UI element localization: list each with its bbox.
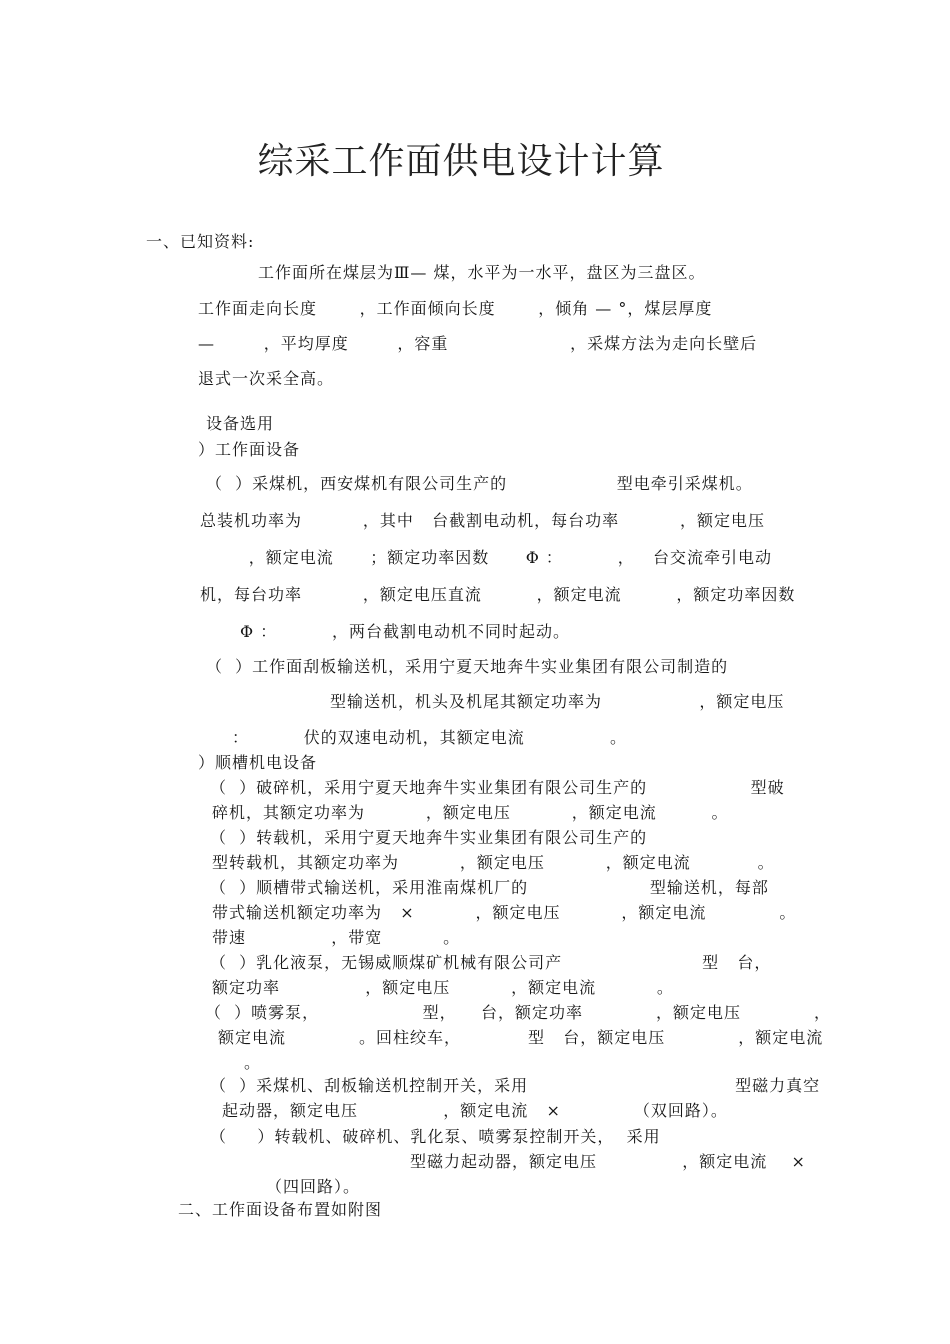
subheading-face-equipment: ）工作面设备 [198,440,301,459]
section-heading-layout: 二、工作面设备布置如附图 [178,1200,383,1219]
subheading-equipment-selection: 设备选用 [206,414,275,433]
paragraph-line: 总装机功率为 ，其中 台截割电动机，每台功率 ，额定电压 [200,511,765,530]
paragraph-line: — ，平均厚度 ，容重 ，采煤方法为走向长壁后 [198,334,758,353]
list-item: （ ）转载机、破碎机、乳化泵、喷雾泵控制开关， 采用 [210,1127,661,1146]
paragraph-line: ： 伏的双速电动机，其额定电流 。 [232,728,627,747]
paragraph-line: Φ ： ，两台截割电动机不同时起动。 [240,622,570,641]
paragraph-line: 工作面走向长度 ，工作面倾向长度 ，倾角 — °，煤层厚度 [198,299,713,318]
paragraph-line: 额定功率 ，额定电压 ，额定电流 。 [212,978,674,997]
paragraph-line: 碎机，其额定功率为 ，额定电压 ，额定电流 。 [212,803,729,822]
subheading-gateway-equipment: ）顺槽机电设备 [198,753,318,772]
paragraph-line: 起动器，额定电压 ，额定电流 × （双回路）。 [222,1101,728,1120]
paragraph-line: 型输送机，机头及机尾其额定功率为 ，额定电压 [330,692,785,711]
paragraph-line: 型转载机，其额定功率为 ，额定电压 ，额定电流 。 [212,853,775,872]
paragraph-line: 工作面所在煤层为Ⅲ— 煤，水平为一水平，盘区为三盘区。 [258,263,706,282]
paragraph-line: ，额定电流 ；额定功率因数 Φ ： ， 台交流牵引电动 [200,548,772,567]
paragraph-line: 带速 ，带宽 。 [212,928,461,947]
list-item: （ ）顺槽带式输送机，采用淮南煤机厂的 型输送机，每部 [210,878,769,897]
list-item: （ ）破碎机，采用宁夏天地奔牛实业集团有限公司生产的 型破 [210,778,785,797]
paragraph-line: 机，每台功率 ，额定电压直流 ，额定电流 ，额定功率因数 [200,585,796,604]
paragraph-line: 。 [244,1053,262,1072]
paragraph-line: 退式一次采全高。 [198,369,335,388]
list-item: （ ）转载机，采用宁夏天地奔牛实业集团有限公司生产的 [210,828,648,847]
paragraph-line: 带式输送机额定功率为 × ，额定电压 ，额定电流 。 [212,903,797,922]
paragraph-line: 型磁力起动器，额定电压 ，额定电流 × [410,1152,806,1171]
list-item: （ ）采煤机、刮板输送机控制开关，采用 型磁力真空 [210,1076,821,1095]
list-item: （ ）乳化液泵，无锡威顺煤矿机械有限公司产 型 台， [210,953,772,972]
list-item: （ ）采煤机，西安煤机有限公司生产的 型电牵引采煤机。 [206,474,753,493]
page-title: 综采工作面供电设计计算 [257,141,665,182]
paragraph-line: （四回路）。 [266,1177,361,1196]
list-item: （ ）工作面刮板输送机，采用宁夏天地奔牛实业集团有限公司制造的 [206,657,729,676]
section-heading-known-data: 一、已知资料: [146,232,255,251]
paragraph-line: 额定电流 。回柱绞车， 型 台，额定电压 ，额定电流 [218,1028,824,1047]
list-item: （ ）喷雾泵， 型， 台，额定功率 ，额定电压 ， [205,1003,832,1022]
